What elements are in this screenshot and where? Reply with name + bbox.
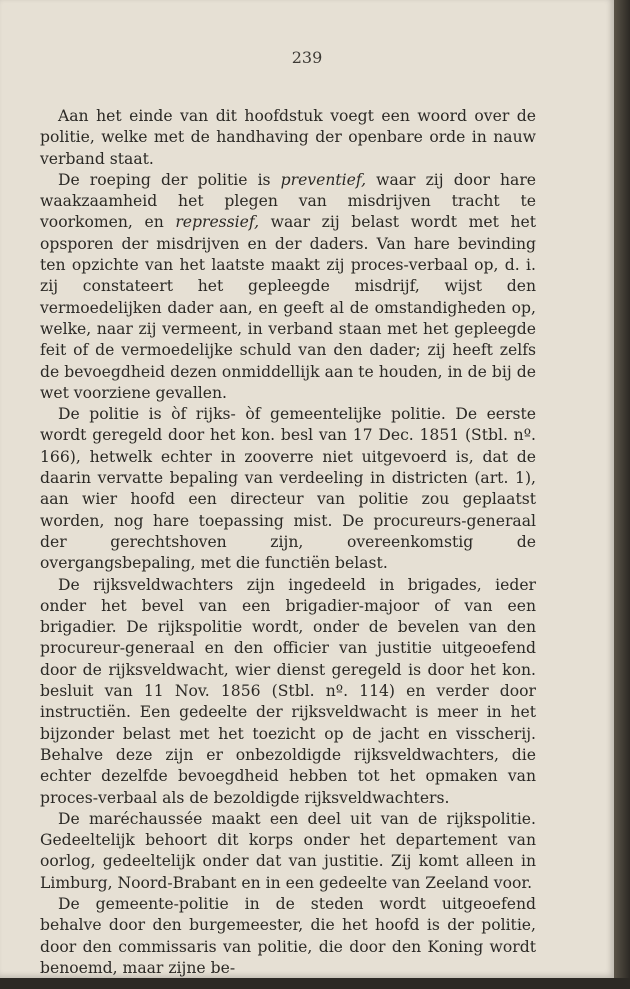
text-run: waar zij door hare waakzaamheid het plegen van misdrijven tracht te voorkomen, en [40,170,537,232]
text-run: waar zij belast wordt met het opsporen der misdrijven en der daders. Van hare bevinding ten opzichte van het laatste maakt zij proces-verbaal op, d. i. zij constateert het gepleegde misdrijf, wijst den vermoedelijken dader aan, en geeft al de omstandigheden op, welke, naar zij vermeent, in verband staan met het gepleegde feit of de vermoedelijke schuld van den dader; zij heeft zelfs de bevoegdheid dezen onmiddellijk aan te houden, in de bij de wet voorziene gevallen. [40,213,537,402]
text-run: De rijksveldwachters zijn ingedeeld in brigades, ieder onder het bevel van een brigadier-majoor of van een brigadier. De rijkspolitie wordt, onder de bevelen van den procureur-generaal en den officier van justitie uitgeoefend door de rijksveldwacht, wier dienst geregeld is door het kon. besluit van 11 Nov. 1856 (Stbl. nº. 114) en verder door instructiën. Een gedeelte der rijksveldwacht is meer in het bijzonder belast met het toezicht op de jacht en visscherij. Behalve deze zijn er onbezoldigde rijksveldwachters, die echter dezelfde bevoegdheid hebben tot het opmaken van proces-verbaal als de bezoldigde rijksveldwachters. [40,575,536,807]
paragraph [40,894,536,979]
text-run: De politie is òf rijks- òf gemeentelijke politie. De eerste wordt geregeld door het kon. besl van 17 Dec. 1851 (Stbl. nº. 166), hetwelk echter in zooverre niet uitgevoerd is, dat de daarin vervatte bepaling van verdeeling in districten (art. 1), aan wier hoofd een directeur van politie zou geplaatst worden, nog hare toepassing mist. De procureurs-generaal der gerechtshoven zijn, overeenkomstig de overgangsbepaling, met die functiën belast. [40,405,536,573]
page-edge-bottom [0,978,630,989]
paragraph [40,404,536,574]
italic-term: preventief, [280,170,367,189]
text-run: De maréchaussée maakt een deel uit van de rijkspolitie. Gedeeltelijk behoort dit korps onder het departement van oorlog, gedeeltelijk onder dat van justitie. Zij komt alleen in Limburg, Noord-Brabant en in een gedeelte van Zeeland voor. [40,809,536,892]
body-text [40,106,536,979]
paragraph [40,170,536,404]
paragraph [40,106,536,170]
page-number: 239 [291,48,323,67]
text-run: De roeping der politie is [58,170,281,189]
paragraph [40,809,536,894]
text-run: De gemeente-politie in de steden wordt uitgeoefend behalve door den burgemeester, die het hoofd is der politie, door den commissaris van politie, die door den Koning wordt benoemd, maar zijne be- [40,894,536,977]
page-edge-right [614,0,630,989]
italic-term: repressief, [175,213,260,232]
text-run: Aan het einde van dit hoofdstuk voegt een woord over de politie, welke met de handhaving der openbare orde in nauw verband staat. [40,107,536,168]
paragraph [40,575,536,809]
